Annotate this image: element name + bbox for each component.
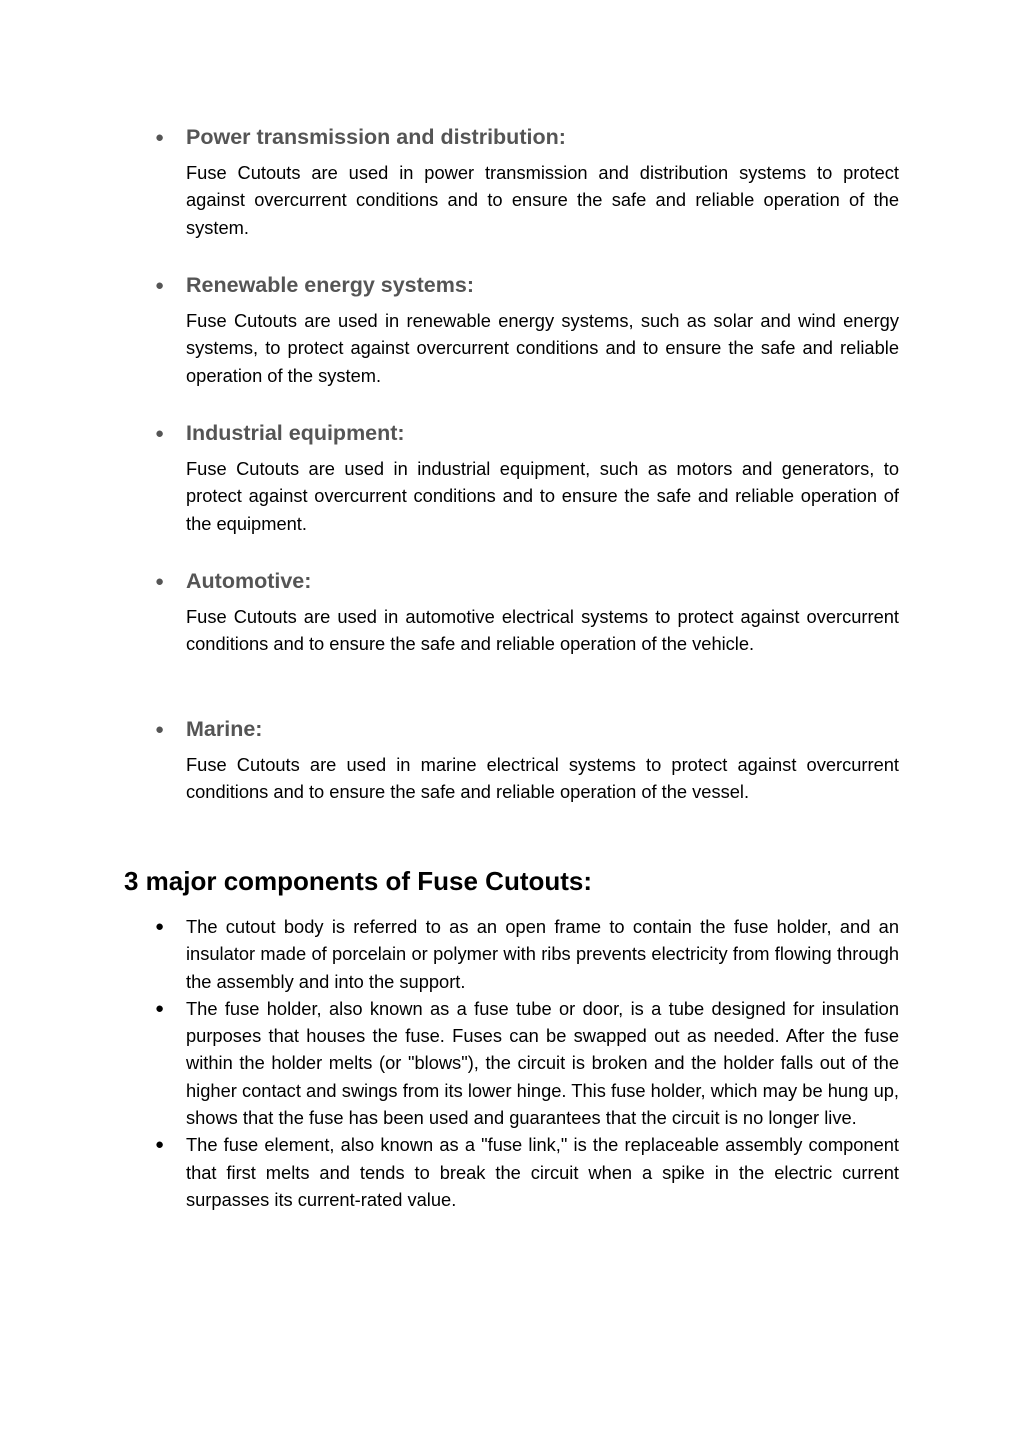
- component-item-text: The fuse holder, also known as a fuse tube or door, is a tube designed for insulation purposes that houses the fuse. Fuses can be swapped out as needed. After the fuse within the holder melts (or "blows"), the circuit is broken and the holder falls out of the higher contact and swings from its lower hinge. This fuse holder, which may be hung up, shows that the fuse has been used and guarantees that the circuit is no longer live.: [186, 997, 899, 1129]
- application-heading: [153, 418, 899, 448]
- bullet-icon: ●: [155, 999, 165, 1017]
- application-heading: [153, 566, 899, 596]
- application-marine: [153, 714, 899, 806]
- bullet-icon: ●: [155, 918, 165, 935]
- bullet-icon: ●: [155, 128, 165, 146]
- bullet-icon: ●: [155, 572, 165, 590]
- application-description: Fuse Cutouts are used in industrial equipment, such as motors and generators, to protect against overcurrent conditions and to ensure the safe and reliable operation of the equipment.: [186, 458, 899, 534]
- bullet-icon: ●: [155, 276, 165, 294]
- application-description: Fuse Cutouts are used in renewable energy systems, such as solar and wind energy systems, to protect against overcurrent conditions and to ensure the safe and reliable operation of the system.: [186, 310, 899, 386]
- application-heading: [153, 270, 899, 300]
- application-power-transmission: [153, 122, 899, 241]
- application-heading: [153, 714, 899, 744]
- application-description: Fuse Cutouts are used in power transmission and distribution systems to protect against overcurrent conditions and to ensure the safe and reliable operation of the system.: [186, 162, 899, 238]
- component-item-fuse-element: [153, 1131, 899, 1213]
- components-list: [153, 913, 899, 1213]
- application-heading-text: Automotive:: [186, 568, 312, 593]
- components-section-title: 3 major components of Fuse Cutouts:: [124, 866, 593, 896]
- component-item-fuse-holder: [153, 995, 899, 1131]
- bullet-icon: ●: [155, 1136, 165, 1154]
- component-item-text: The cutout body is referred to as an open frame to contain the fuse holder, and an insulator made of porcelain or polymer with ribs prevents electricity from flowing through the assembly and into the support.: [186, 916, 899, 992]
- application-heading-text: Marine:: [186, 716, 263, 741]
- application-industrial-equipment: [153, 418, 899, 537]
- component-item-text: The fuse element, also known as a "fuse link," is the replaceable assembly component that first melts and tends to break the circuit when a spike in the electric current surpasses its current-rated value.: [186, 1134, 899, 1210]
- bullet-icon: ●: [155, 720, 165, 738]
- application-heading: [153, 122, 899, 152]
- application-renewable-energy: [153, 270, 899, 389]
- application-description: Fuse Cutouts are used in automotive electrical systems to protect against overcurrent conditions and to ensure the safe and reliable operation of the vehicle.: [186, 606, 899, 655]
- application-heading-text: Power transmission and distribution:: [186, 124, 566, 149]
- application-heading-text: Renewable energy systems:: [186, 272, 474, 297]
- application-description: Fuse Cutouts are used in marine electrical systems to protect against overcurrent conditions and to ensure the safe and reliable operation of the vessel.: [186, 754, 899, 803]
- application-heading-text: Industrial equipment:: [186, 420, 405, 445]
- component-item-cutout-body: [153, 913, 899, 995]
- application-automotive: [153, 566, 899, 658]
- bullet-icon: ●: [155, 424, 165, 442]
